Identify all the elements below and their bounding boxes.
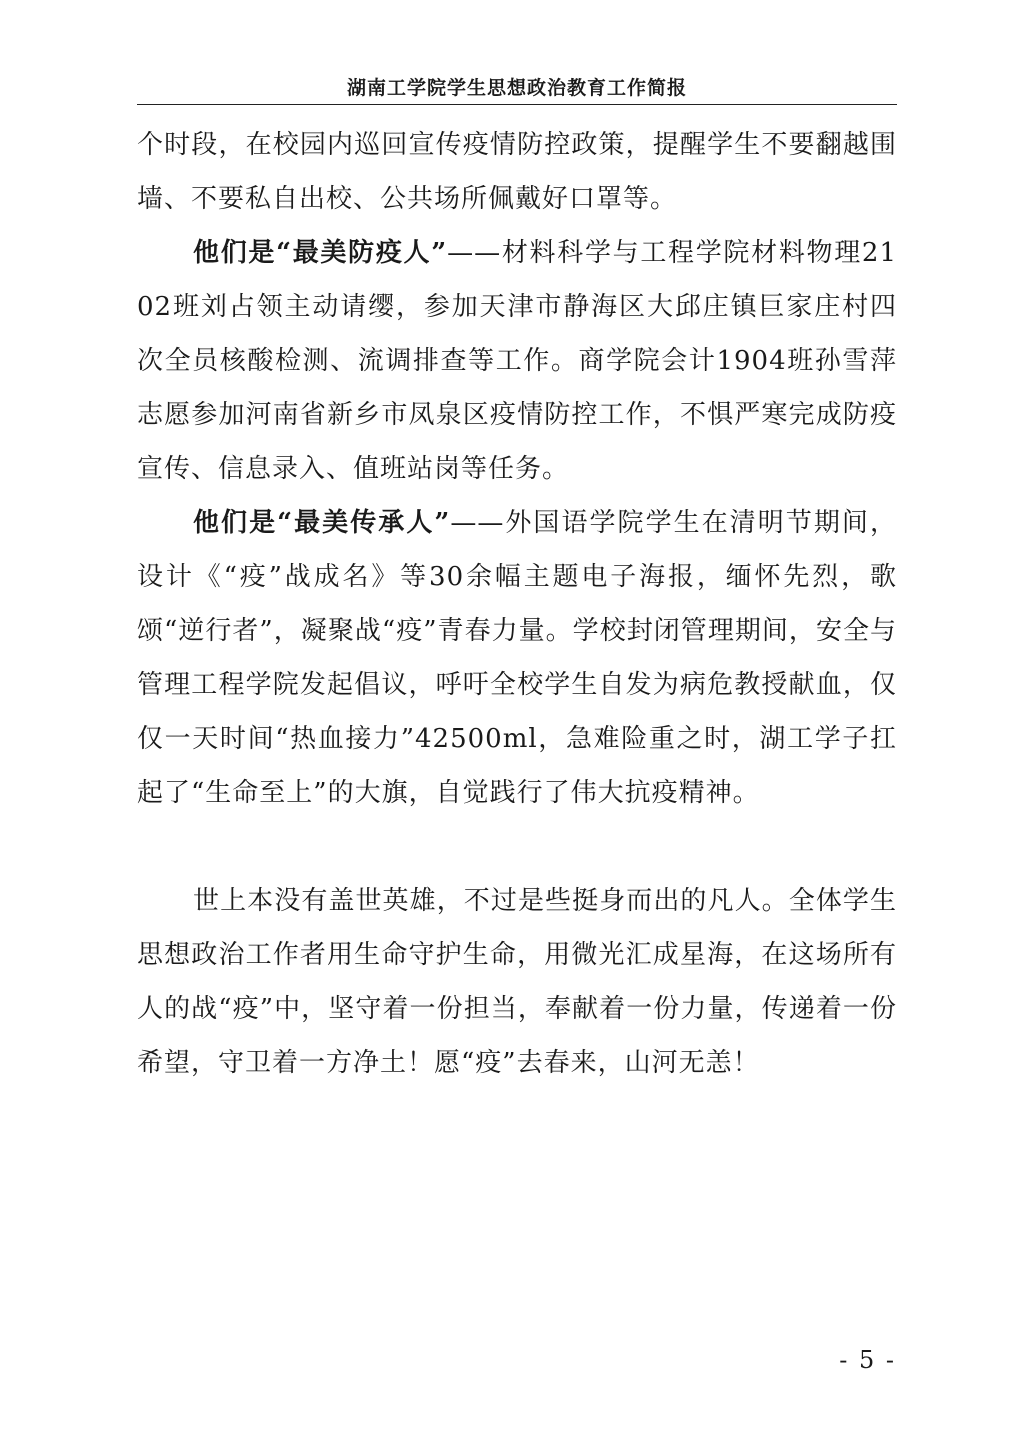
document-body: [137, 118, 897, 1090]
paragraph-conclusion: [137, 874, 897, 1090]
page-header-title: 湖南工学院学生思想政治教育工作简报: [346, 77, 687, 99]
page-number: - 5 -: [839, 1346, 896, 1374]
paragraph-gap: [137, 820, 897, 874]
paragraph-anti-epidemic: [137, 226, 897, 496]
paragraph-text: ——外国语学院学生在清明节期间，设计《“疫”战成名》等30余幅主题电子海报，缅怀先烈，歌颂“逆行者”，凝聚战“疫”青春力量。学校封闭管理期间，安全与管理工程学院发起倡议，呼吁全校学生自发为病危教授献血，仅仅一天时间“热血接力”42500ml，急难险重之时，湖工学子扛起了“生命至上”的大旗，自觉践行了伟大抗疫精神。: [137, 508, 897, 808]
paragraph-lead: 他们是“最美防疫人”: [193, 238, 448, 268]
header-divider: [137, 104, 897, 105]
paragraph-text: 个时段，在校园内巡回宣传疫情防控政策，提醒学生不要翻越围墙、不要私自出校、公共场所佩戴好口罩等。: [137, 130, 897, 214]
paragraph-continuation: [137, 118, 897, 226]
paragraph-lead: 他们是“最美传承人”: [193, 508, 451, 538]
paragraph-text: ——材料科学与工程学院材料物理2102班刘占领主动请缨，参加天津市静海区大邱庄镇巨家庄村四次全员核酸检测、流调排查等工作。商学院会计1904班孙雪萍志愿参加河南省新乡市凤泉区疫情防控工作，不惧严寒完成防疫宣传、信息录入、值班站岗等任务。: [137, 238, 897, 484]
paragraph-text: 世上本没有盖世英雄，不过是些挺身而出的凡人。全体学生思想政治工作者用生命守护生命，用微光汇成星海，在这场所有人的战“疫”中，坚守着一份担当，奉献着一份力量，传递着一份希望，守卫着一方净土！愿“疫”去春来，山河无恙！: [137, 886, 897, 1078]
paragraph-inheritor: [137, 496, 897, 820]
